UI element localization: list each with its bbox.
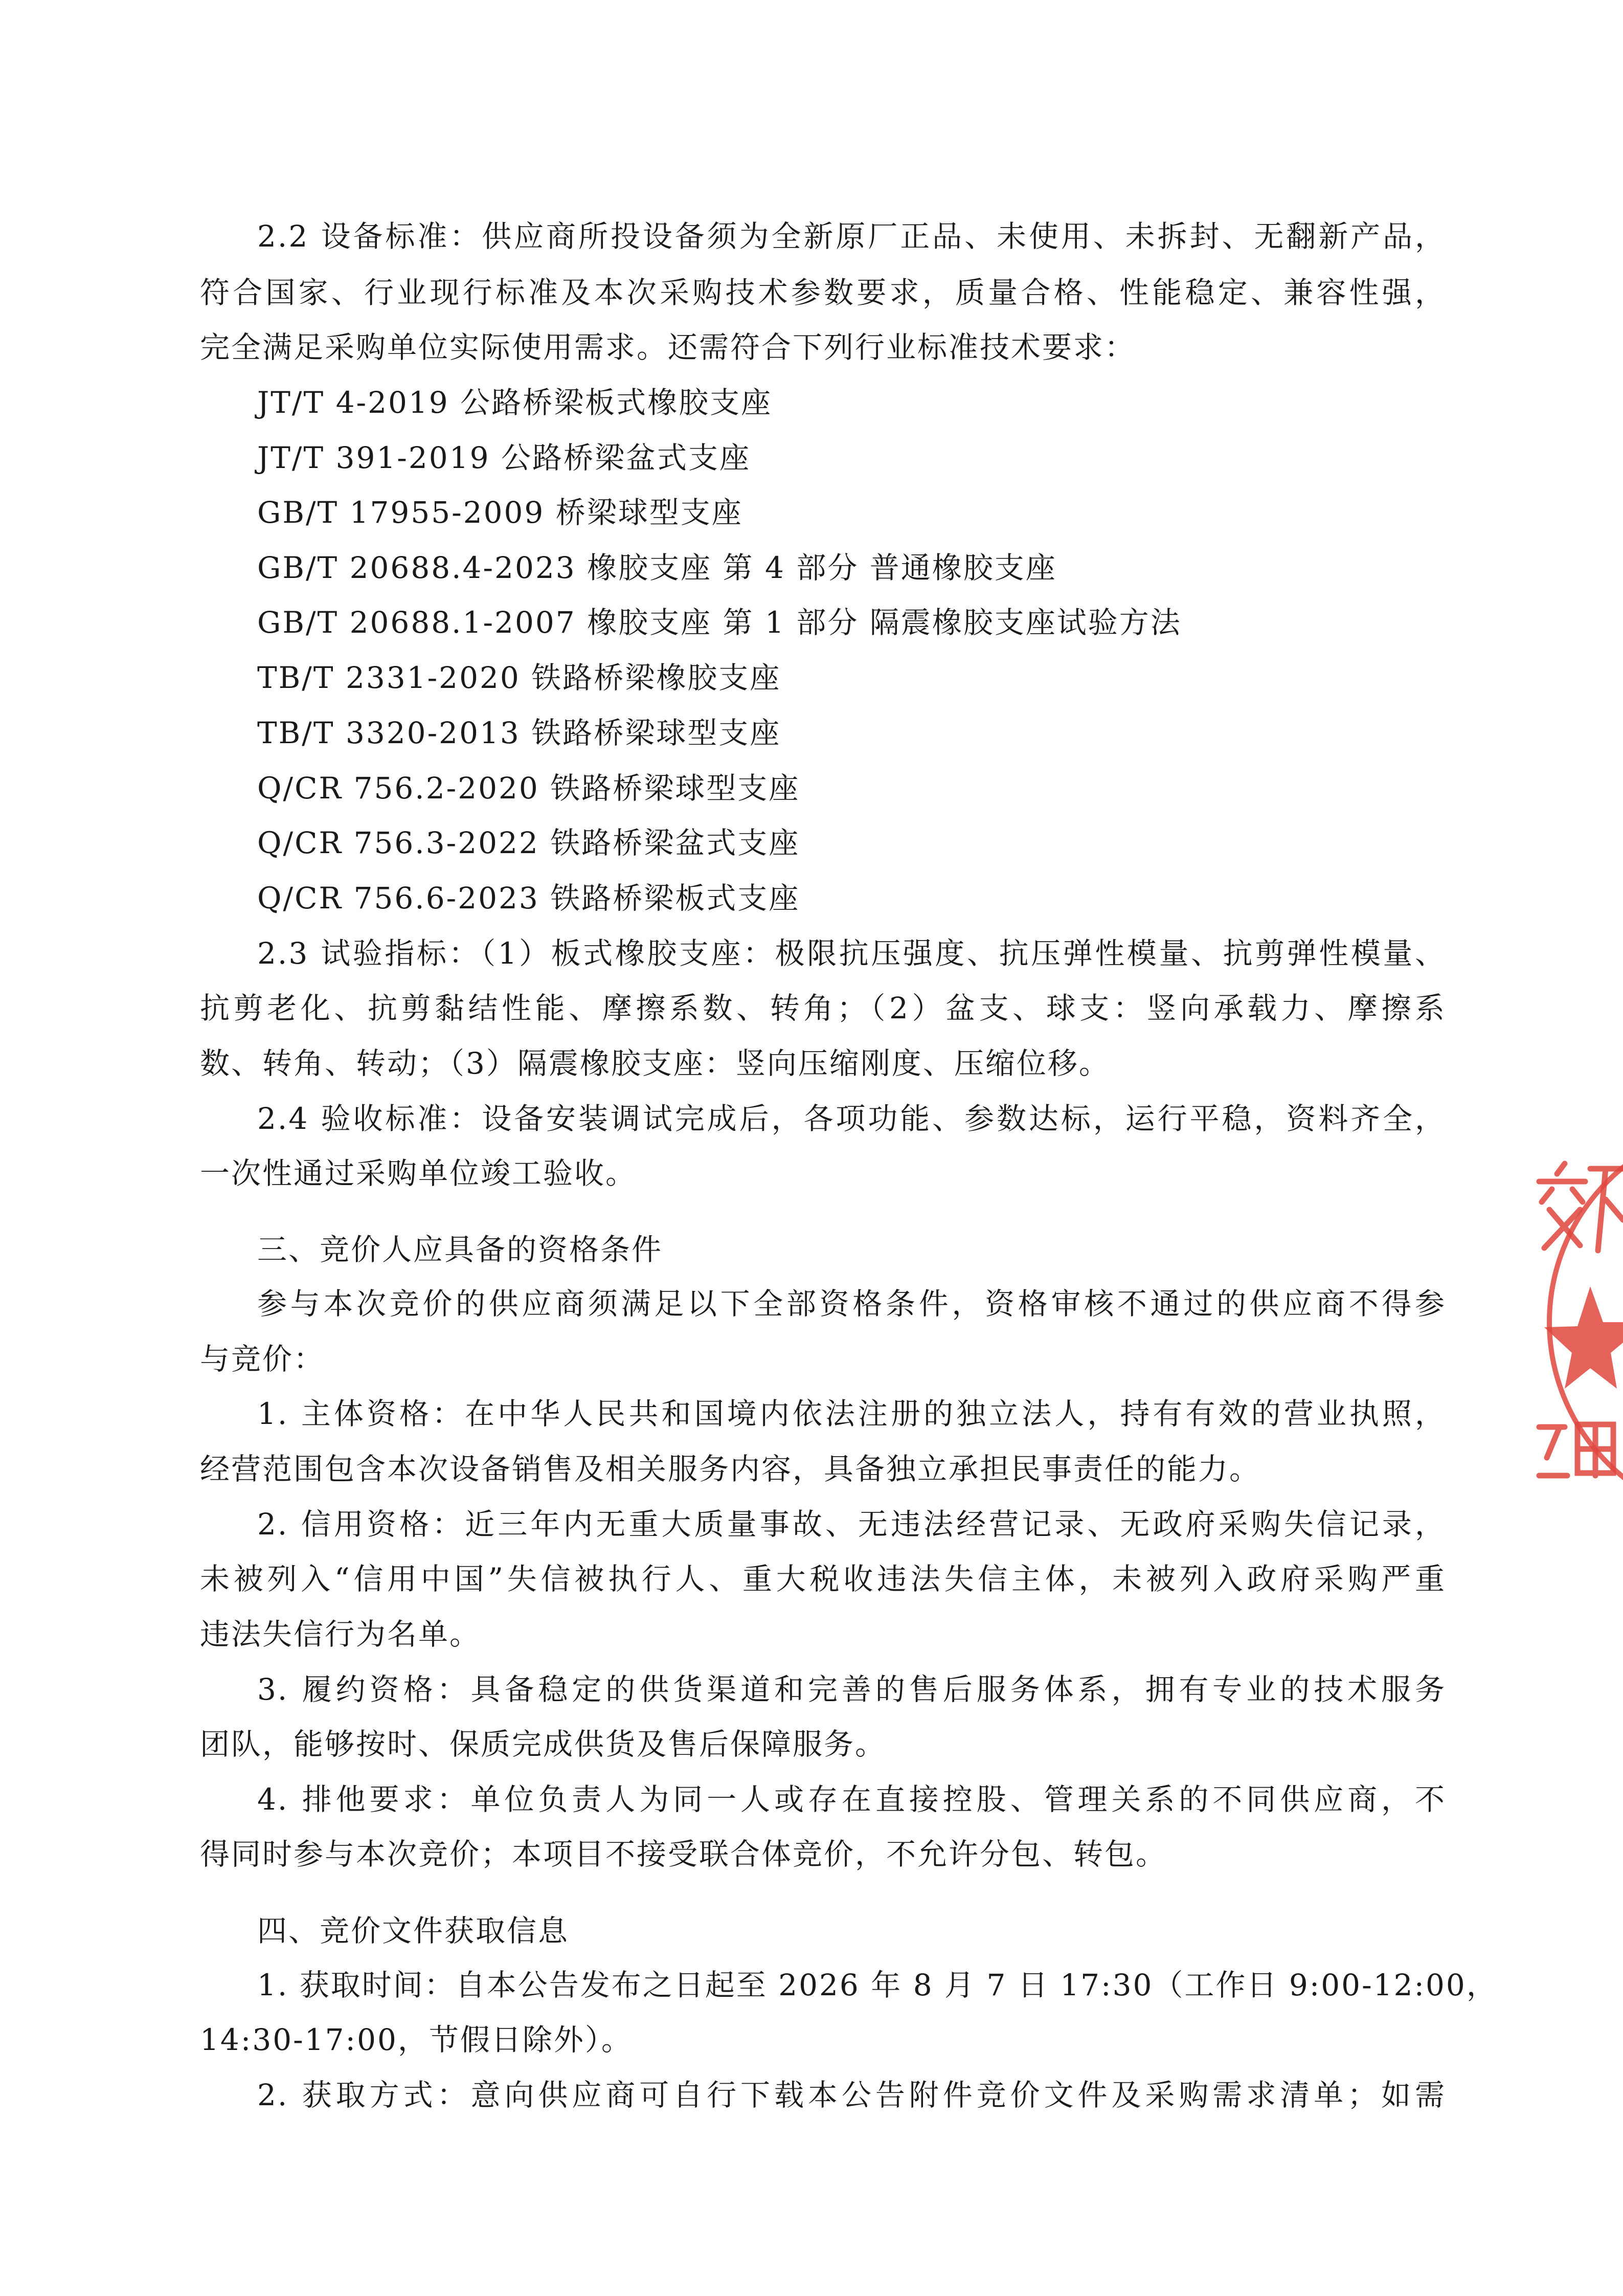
paragraph-line: 与竞价：	[200, 1342, 325, 1376]
paragraph-line: 未被列入“信用中国”失信被执行人、重大税收违法失信主体，未被列入政府采购严重	[200, 1562, 1446, 1596]
paragraph-line: 违法失信行为名单。	[200, 1617, 481, 1652]
standard-item: GB/T 20688.4-2023 橡胶支座 第 4 部分 普通橡胶支座	[257, 550, 1057, 585]
standard-item: TB/T 2331-2020 铁路桥梁橡胶支座	[257, 660, 781, 695]
paragraph-line: 抗剪老化、抗剪黏结性能、摩擦系数、转角；（2）盆支、球支：竖向承载力、摩擦系	[200, 991, 1446, 1026]
paragraph-line: 1. 主体资格：在中华人民共和国境内依法注册的独立法人，持有有效的营业执照，	[257, 1396, 1446, 1431]
section-heading: 三、竞价人应具备的资格条件	[257, 1232, 663, 1267]
standard-item: GB/T 20688.1-2007 橡胶支座 第 1 部分 隔震橡胶支座试验方法	[257, 605, 1182, 640]
paragraph-line: 参与本次竞价的供应商须满足以下全部资格条件，资格审核不通过的供应商不得参	[257, 1286, 1446, 1321]
standard-item: Q/CR 756.6-2023 铁路桥梁板式支座	[257, 881, 800, 916]
standard-item: Q/CR 756.3-2022 铁路桥梁盆式支座	[257, 826, 800, 860]
paragraph-line: 1. 获取时间：自本公告发布之日起至 2026 年 8 月 7 日 17:30（工作日 9:00-12:00，	[257, 1968, 1498, 2002]
paragraph-line: 2. 获取方式：意向供应商可自行下载本公告附件竞价文件及采购需求清单；如需	[257, 2078, 1446, 2112]
paragraph-line: 2.2 设备标准：供应商所投设备须为全新原厂正品、未使用、未拆封、无翻新产品，	[257, 219, 1446, 254]
paragraph-line: 得同时参与本次竞价；本项目不接受联合体竞价，不允许分包、转包。	[200, 1837, 1167, 1871]
standard-item: GB/T 17955-2009 桥梁球型支座	[257, 495, 743, 530]
paragraph-line: 2.3 试验指标：（1）板式橡胶支座：极限抗压强度、抗压弹性模量、抗剪弹性模量、	[257, 936, 1446, 971]
standard-item: Q/CR 756.2-2020 铁路桥梁球型支座	[257, 771, 800, 806]
paragraph-line: 一次性通过采购单位竣工验收。	[200, 1156, 637, 1191]
standard-item: JT/T 391-2019 公路桥梁盆式支座	[257, 440, 751, 475]
section-heading: 四、竞价文件获取信息	[257, 1913, 570, 1948]
paragraph-line: 团队，能够按时、保质完成供货及售后保障服务。	[200, 1727, 887, 1762]
paragraph-line: 经营范围包含本次设备销售及相关服务内容，具备独立承担民事责任的能力。	[200, 1452, 1261, 1486]
paragraph-line: 4. 排他要求：单位负责人为同一人或存在直接控股、管理关系的不同供应商，不	[257, 1782, 1446, 1817]
paragraph-line: 符合国家、行业现行标准及本次采购技术参数要求，质量合格、性能稳定、兼容性强，	[200, 275, 1446, 310]
paragraph-line: 完全满足采购单位实际使用需求。还需符合下列行业标准技术要求：	[200, 330, 1136, 365]
paragraph-line: 2.4 验收标准：设备安装调试完成后，各项功能、参数达标，运行平稳，资料齐全，	[257, 1101, 1446, 1136]
paragraph-line: 2. 信用资格：近三年内无重大质量事故、无违法经营记录、无政府采购失信记录，	[257, 1507, 1446, 1542]
paragraph-line: 14:30-17:00，节假日除外）。	[200, 2022, 633, 2057]
paragraph-line: 数、转角、转动；（3）隔震橡胶支座：竖向压缩刚度、压缩位移。	[200, 1046, 1110, 1081]
seal-graphic	[1529, 1118, 1623, 1527]
paragraph-line: 3. 履约资格：具备稳定的供货渠道和完善的售后服务体系，拥有专业的技术服务	[257, 1672, 1446, 1707]
standard-item: TB/T 3320-2013 铁路桥梁球型支座	[257, 716, 781, 750]
official-seal	[1529, 1118, 1623, 1527]
standard-item: JT/T 4-2019 公路桥梁板式橡胶支座	[257, 385, 773, 420]
